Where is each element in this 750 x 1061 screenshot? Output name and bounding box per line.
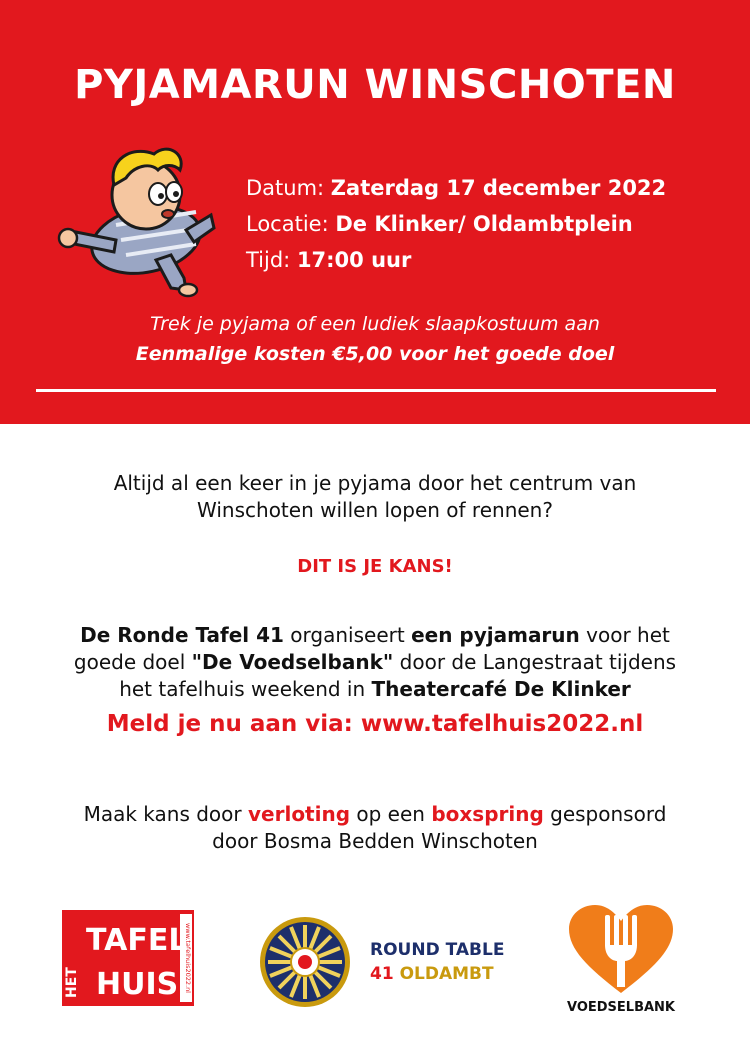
voedselbank-heart-fork-icon bbox=[567, 905, 675, 995]
time-row bbox=[246, 242, 666, 278]
divider bbox=[36, 389, 716, 392]
intro-line: Altijd al een keer in je pyjama door het centrum van bbox=[113, 471, 637, 495]
text-fragment: Maak kans door bbox=[83, 802, 248, 826]
date-label: Datum: bbox=[246, 176, 331, 200]
text-fragment: organiseert bbox=[283, 623, 412, 647]
sponsor-line: door Bosma Bedden Winschoten bbox=[212, 829, 538, 853]
time-label: Tijd: bbox=[246, 248, 297, 272]
text-fragment: door de Langestraat tijdens bbox=[393, 650, 677, 674]
chapter-place: OLDAMBT bbox=[393, 964, 494, 984]
page-title: PYJAMARUN WINSCHOTEN bbox=[74, 62, 676, 108]
tafelhuis-huis: HUIS bbox=[96, 967, 179, 1002]
round-table-name: ROUND TABLE bbox=[370, 940, 505, 960]
text-fragment: het tafelhuis weekend in bbox=[119, 677, 372, 701]
raffle-paragraph bbox=[0, 801, 750, 855]
tafelhuis-tafel: TAFEL bbox=[86, 923, 188, 958]
callout: DIT IS JE KANS! bbox=[297, 556, 453, 577]
text-fragment: op een bbox=[350, 802, 432, 826]
round-table-emblem-icon bbox=[258, 915, 352, 1009]
event-details bbox=[246, 170, 666, 278]
time-value: 17:00 uur bbox=[296, 248, 412, 272]
running-boy-illustration bbox=[46, 140, 216, 300]
organizer-name: De Ronde Tafel 41 bbox=[80, 623, 284, 647]
dress-code-tagline: Trek je pyjama of een ludiek slaapkostuum aan bbox=[150, 313, 600, 335]
intro-paragraph bbox=[0, 470, 750, 524]
location-row bbox=[246, 206, 666, 242]
text-fragment: voor het bbox=[579, 623, 670, 647]
cost-tagline: Eenmalige kosten €5,00 voor het goede doel bbox=[135, 343, 615, 365]
chapter-number: 41 bbox=[370, 964, 394, 984]
venue-name: Theatercafé De Klinker bbox=[371, 677, 631, 701]
location-label: Locatie: bbox=[246, 212, 336, 236]
event-name: een pyjamarun bbox=[411, 623, 580, 647]
intro-line: Winschoten willen lopen of rennen? bbox=[197, 498, 553, 522]
date-value: Zaterdag 17 december 2022 bbox=[330, 176, 667, 200]
signup-link[interactable]: Meld je nu aan via: www.tafelhuis2022.nl bbox=[106, 711, 644, 737]
charity-name: "De Voedselbank" bbox=[191, 650, 394, 674]
tafelhuis-het: HET bbox=[64, 967, 80, 998]
date-row bbox=[246, 170, 666, 206]
round-table-text bbox=[370, 938, 504, 986]
text-fragment: goede doel bbox=[73, 650, 192, 674]
tafelhuis-url: www.tafelhuis2022.nl bbox=[184, 922, 192, 994]
tafelhuis-logo bbox=[62, 910, 194, 1006]
voedselbank-name: VOEDSELBANK bbox=[566, 1000, 675, 1015]
prize-word: boxspring bbox=[431, 802, 544, 826]
location-value: De Klinker/ Oldambtplein bbox=[335, 212, 633, 236]
text-fragment: gesponsord bbox=[543, 802, 667, 826]
round-table-chapter bbox=[370, 962, 504, 986]
header-banner bbox=[0, 0, 750, 424]
raffle-word: verloting bbox=[248, 802, 351, 826]
organizer-paragraph bbox=[0, 622, 750, 703]
